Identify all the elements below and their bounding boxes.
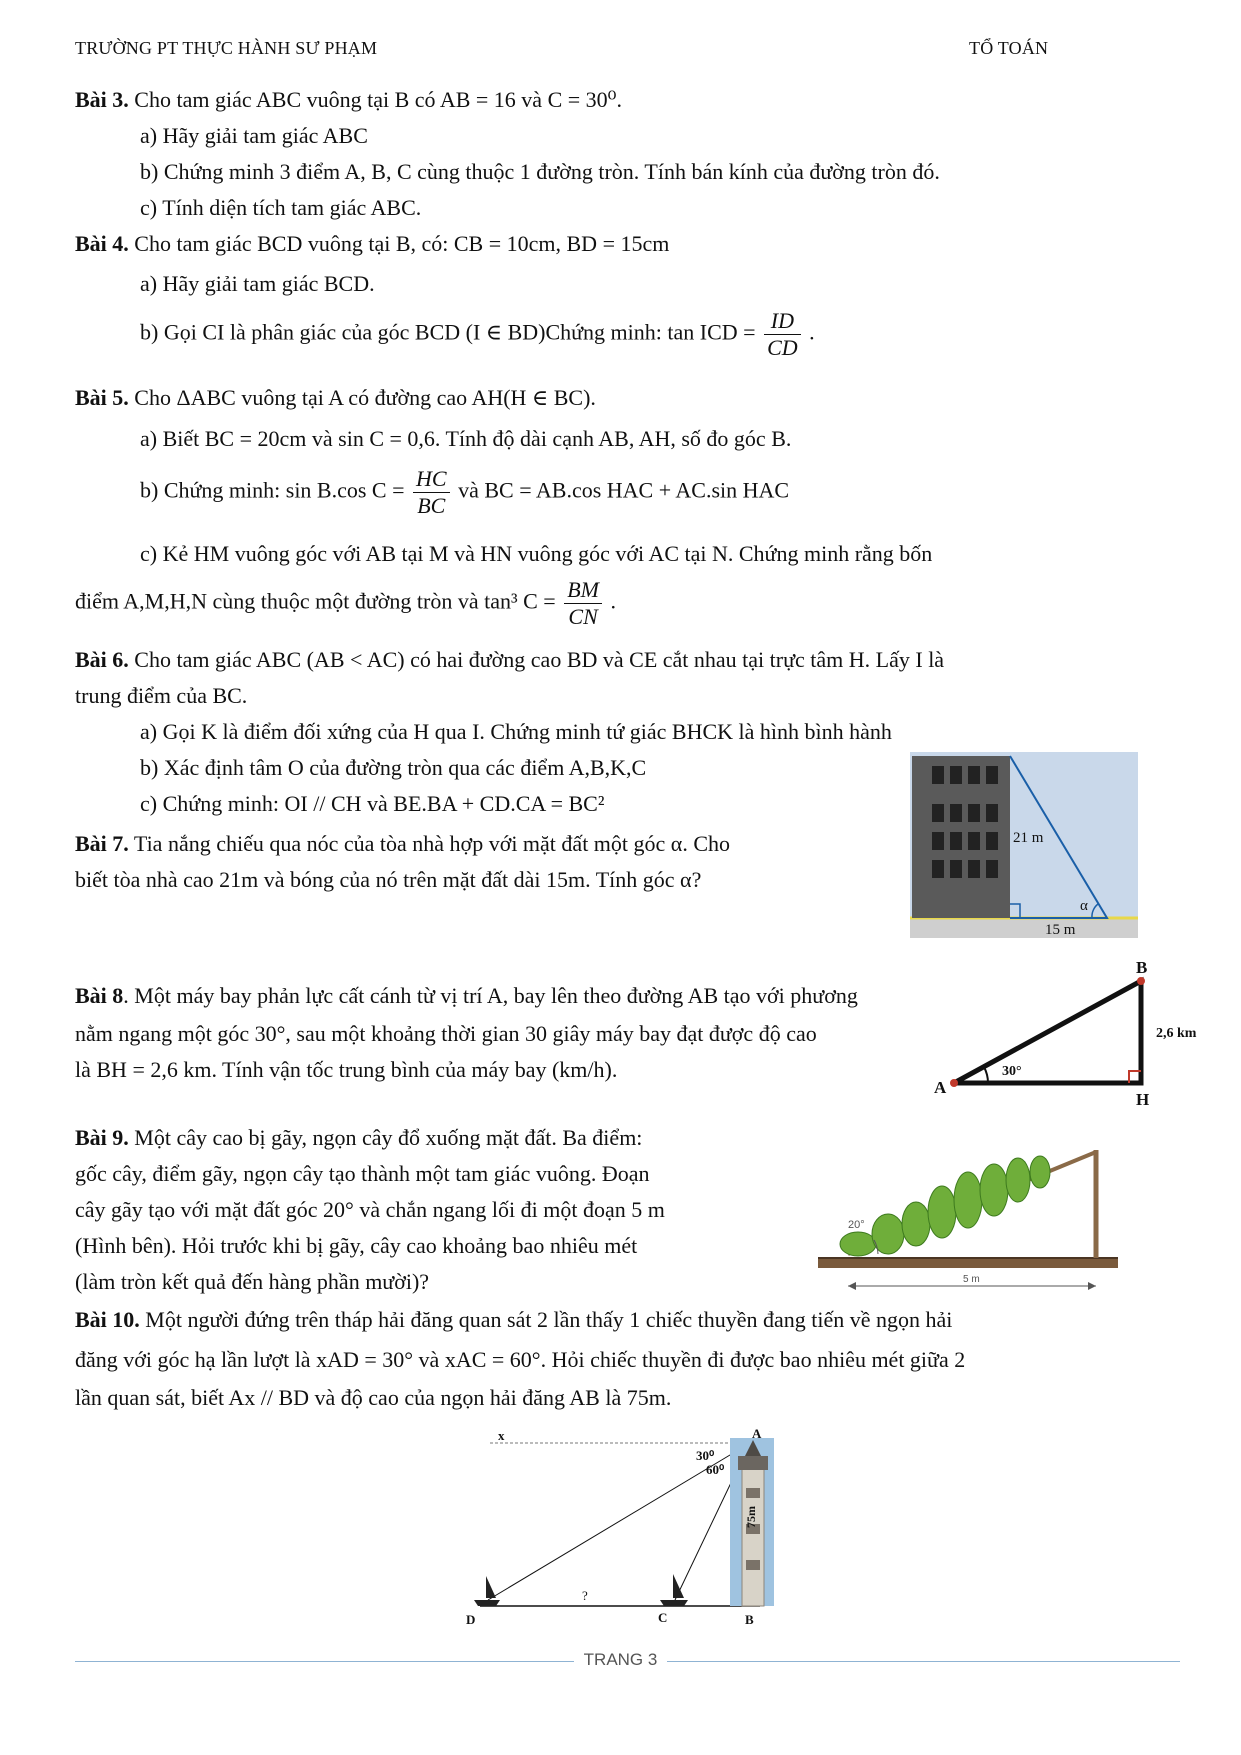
building-shadow-figure [910,752,1138,938]
bai6-part-b: b) Xác định tâm O của đường tròn qua các điểm A,B,K,C [140,755,647,780]
bai4-b-text: b) Gọi CI là phân giác của góc BCD (I ∈ BD)Chứng minh: tan ICD = [140,319,756,345]
bai5-b-text: b) Chứng minh: sin B.cos C = [140,477,405,503]
bai5-part-b [140,466,789,519]
fraction [564,577,602,630]
bai5-b-end: và BC = AB.cos HAC + AC.sin HAC [458,477,790,503]
lighthouse-figure [460,1428,790,1628]
height-label: 75m [744,1506,758,1528]
bai5-text: Cho ΔABC vuông tại A có đường cao AH(H ∈ BC). [134,385,596,410]
point-b [1137,977,1145,985]
bai4-b-end: . [809,319,815,345]
bai9-statement [75,1124,642,1152]
numerator: HC [413,466,450,493]
bai10-line-2: đăng với góc hạ lần lượt là xAD = 30° và xAC = 60°. Hỏi chiếc thuyền đi được bao nhiêu mét giữa 2 [75,1347,966,1372]
bai6-text: Cho tam giác ABC (AB < AC) có hai đường cao BD và CE cắt nhau tại trực tâm H. Lấy I là [134,647,945,672]
bai10-line-3: lần quan sát, biết Ax // BD và độ cao của ngọn hải đăng AB là 75m. [75,1385,672,1410]
broken-tree-figure [818,1136,1118,1296]
bai3-part-b: b) Chứng minh 3 điểm A, B, C cùng thuộc 1 đường tròn. Tính bán kính của đường tròn đó. [140,159,940,184]
bai4-part-b [140,308,815,361]
page-footer [0,1650,1241,1670]
bai9-line-3: cây gãy tạo với mặt đất góc 20° và chắn ngang lối đi một đoạn 5 m [75,1197,665,1222]
airplane-triangle-figure [930,955,1220,1115]
label-d: D [466,1612,476,1627]
angle-label: 20° [848,1219,865,1231]
bai7-title: Bài 7. [75,831,129,856]
angle-label: α [1080,898,1088,914]
ground-strip [818,1258,1118,1268]
bai9-line-5: (làm tròn kết quả đến hàng phần mười)? [75,1269,430,1294]
bai8-title: Bài 8 [75,983,124,1008]
denominator: BC [417,493,446,518]
bai3-part-c: c) Tính diện tích tam giác ABC. [140,195,422,220]
bai8-statement-cont: nằm ngang một góc 30°, sau một khoảng thời gian 30 giây máy bay đạt được độ cao [75,1021,817,1046]
bai3-part-a: a) Hãy giải tam giác ABC [140,123,368,148]
label-b: B [745,1612,754,1627]
bai3-statement [75,86,622,114]
bai6-statement [75,646,944,674]
bai7-statement-cont: biết tòa nhà cao 21m và bóng của nó trên mặt đất dài 15m. Tính góc α? [75,867,702,892]
bai4-part-a: a) Hãy giải tam giác BCD. [140,271,375,296]
bai10-statement [75,1306,952,1334]
point-a [950,1079,958,1087]
page-number: TRANG 3 [574,1650,668,1669]
label-x: x [498,1428,505,1443]
bai4-statement [75,230,669,258]
bai8-text: . Một máy bay phản lực cất cánh từ vị trí A, bay lên theo đường AB tạo với phương [123,983,858,1008]
bai8-statement-end: là BH = 2,6 km. Tính vận tốc trung bình của máy bay (km/h). [75,1057,618,1082]
bai4-text: Cho tam giác BCD vuông tại B, có: CB = 10cm, BD = 15cm [134,231,670,256]
denominator: CN [568,604,598,629]
bai4-title: Bài 4. [75,231,129,256]
numerator: ID [764,308,801,335]
bai9-line-4: (Hình bên). Hỏi trước khi bị gãy, cây cao khoảng bao nhiêu mét [75,1233,638,1258]
bai5-part-a: a) Biết BC = 20cm và sin C = 0,6. Tính độ dài cạnh AB, AH, số đo góc B. [140,426,792,451]
angle-label: 30° [1002,1064,1022,1079]
department-name: TỔ TOÁN [969,38,1049,58]
bai3-text: Cho tam giác ABC vuông tại B có AB = 16 và C = 30⁰. [134,87,622,112]
fraction [764,308,801,361]
tree-foliage [840,1156,1050,1256]
angle-30-label: 30⁰ [696,1448,715,1463]
label-b: B [1136,958,1148,977]
height-label: 2,6 km [1156,1026,1197,1041]
bai9-line-2: gốc cây, điểm gãy, ngọn cây tạo thành một tam giác vuông. Đoạn [75,1161,650,1186]
bai6-part-c: c) Chứng minh: OI // CH và BE.BA + CD.CA = BC² [140,791,605,816]
numerator: BM [564,577,602,604]
label-h: H [1136,1090,1150,1109]
bai9-title: Bài 9. [75,1125,129,1150]
bai10-title: Bài 10. [75,1307,140,1332]
bai5-title: Bài 5. [75,385,129,410]
bai5-c-text: điểm A,M,H,N cùng thuộc một đường tròn và tan³ C = [75,588,556,614]
base-label: 15 m [1045,922,1076,938]
bai5-c-end: . [610,588,616,614]
ground [910,918,1138,938]
label-a: A [752,1428,762,1441]
label-a: A [934,1078,947,1097]
bai5-statement [75,384,596,412]
bai6-statement-cont: trung điểm của BC. [75,683,248,708]
bai7-text: Tia nắng chiếu qua nóc của tòa nhà hợp với mặt đất một góc α. Cho [133,831,730,856]
bai7-statement [75,830,730,858]
bai5-part-c-cont [75,577,616,630]
fraction [413,466,450,519]
height-label: 21 m [1013,830,1044,846]
boat-c [660,1574,688,1606]
length-label: 5 m [963,1274,980,1285]
unknown-label: ? [582,1588,588,1603]
label-c: C [658,1610,668,1625]
bai6-title: Bài 6. [75,647,129,672]
bai8-statement [75,982,858,1010]
school-name: TRƯỜNG PT THỰC HÀNH SƯ PHẠM [75,38,378,58]
denominator: CD [767,335,798,360]
triangle-abh [954,981,1141,1083]
bai5-part-c: c) Kẻ HM vuông góc với AB tại M và HN vuông góc với AC tại N. Chứng minh rằng bốn [140,541,933,566]
bai9-text: Một cây cao bị gãy, ngọn cây đổ xuống mặt đất. Ba điểm: [134,1125,643,1150]
angle-60-label: 60⁰ [706,1462,725,1477]
bai6-part-a: a) Gọi K là điểm đối xứng của H qua I. Chứng minh tứ giác BHCK là hình bình hành [140,719,892,744]
bai3-title: Bài 3. [75,87,129,112]
bai10-text: Một người đứng trên tháp hải đăng quan sát 2 lần thấy 1 chiếc thuyền đang tiến về ngọn hải [145,1307,953,1332]
boat-d [474,1576,500,1606]
